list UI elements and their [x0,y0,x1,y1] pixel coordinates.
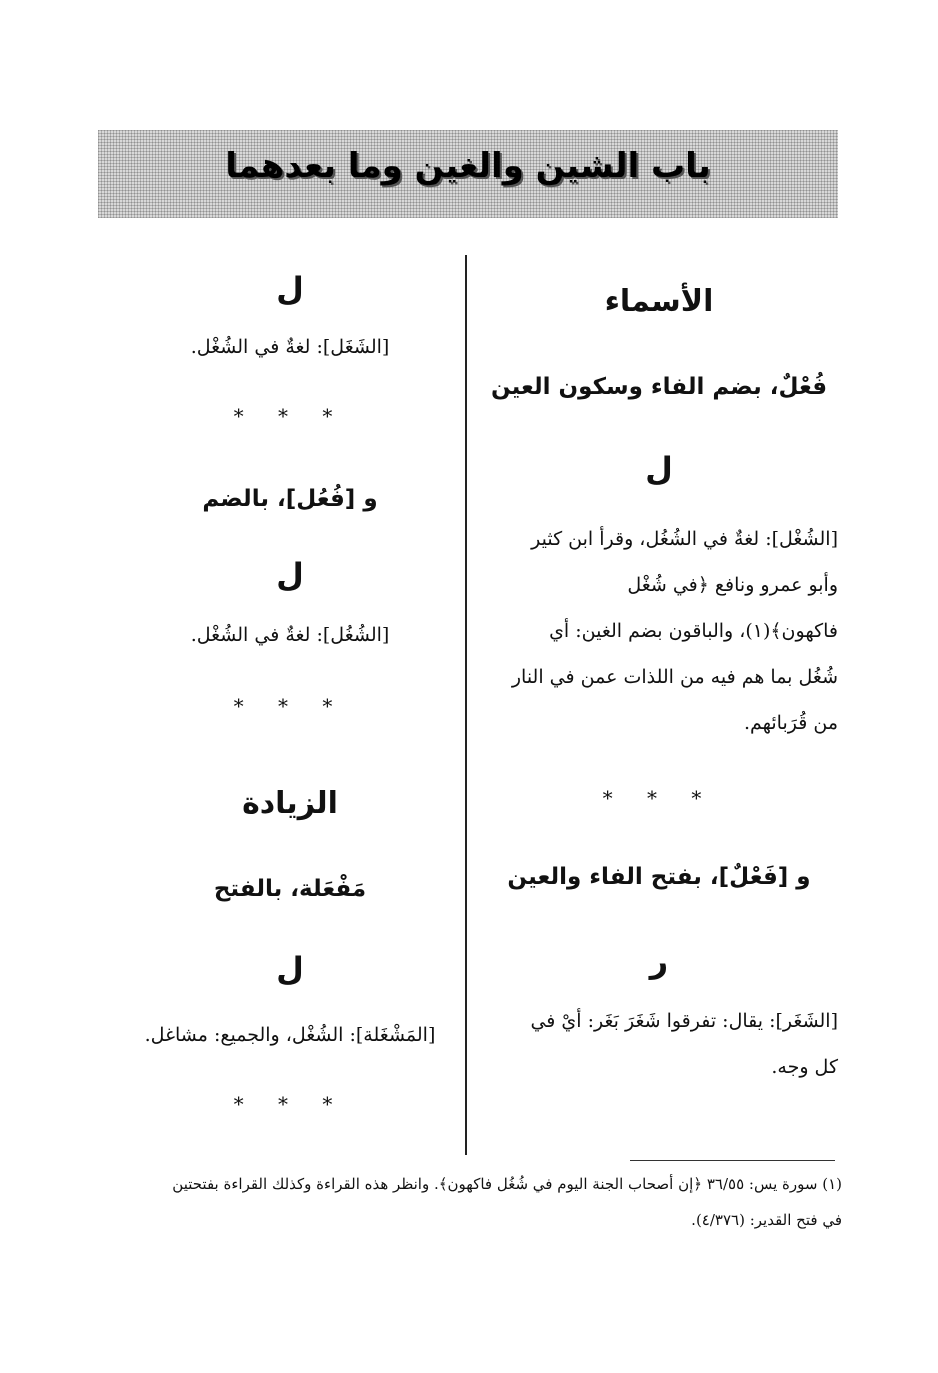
separator-stars: * * * [233,694,347,718]
paragraph-line: [الشَغَر]: يقال: تفرقوا شَغَرَ بَغَر: أيْ في [530,1010,838,1032]
paragraph-line: شُغُل بما هم فيه من اللذات عمن في النار [511,666,838,688]
section-heading-additions: الزيادة [242,786,338,821]
entry-shaghal: [الشَغَل]: لغةٌ في الشُغْل. [190,336,390,358]
paragraph-line: كل وجه. [771,1056,838,1078]
column-divider [465,255,467,1155]
chapter-title: باب الشين والغين وما بعدهما [225,146,711,186]
entry-mashghala: [المَشْغَلة]: الشُغْل، والجميع: مشاغل. [144,1024,436,1046]
pattern-heading-fuel: فُعْلٌ، بضم الفاء وسكون العين [490,374,828,400]
root-letter-ra: ر [649,942,669,980]
pattern-heading-faal: و [فَعْلٌ]، بفتح الفاء والعين [507,864,811,890]
paragraph-line: من قُرَبائهم. [743,712,838,734]
pattern-heading-mafala: مَفْعَلة، بالفتح [213,876,367,902]
root-letter-lam: ل [276,270,304,308]
footnote-line: (١) سورة يس: ٣٦/٥٥ ﴿إن أصحاب الجنة اليوم في شُغُل فاكهون﴾. وانظر هذه القراءة وكذلك القراءة بفتحتين [172,1175,842,1193]
entry-paragraph-shaghar [480,998,838,1090]
chapter-banner [98,130,838,218]
paragraph-line: [الشُغْل]: لغةٌ في الشُغُل، وقرأ ابن كثير [531,528,838,550]
separator-stars: * * * [602,786,716,810]
paragraph-line: وأبو عمرو ونافع ﴿في شُغْل [627,574,838,596]
paragraph-line: فاكهون﴾(١)، والباقون بضم الغين: أي [549,620,838,642]
footnote-line: في فتح القدير: (٤/٣٧٦). [691,1211,842,1229]
pattern-heading-fuul: و [فُعُل]، بالضم [202,486,378,512]
root-letter-lam: ل [276,950,304,988]
root-letter-lam: ل [276,556,304,594]
entry-paragraph-shughl [480,516,838,746]
root-letter-lam: ل [645,450,673,488]
separator-stars: * * * [233,1092,347,1116]
entry-shughul: [الشُغُل]: لغةٌ في الشُغْل. [190,624,390,646]
footnote-rule [630,1160,835,1161]
separator-stars: * * * [233,404,347,428]
section-heading-nouns: الأسماء [604,284,714,319]
